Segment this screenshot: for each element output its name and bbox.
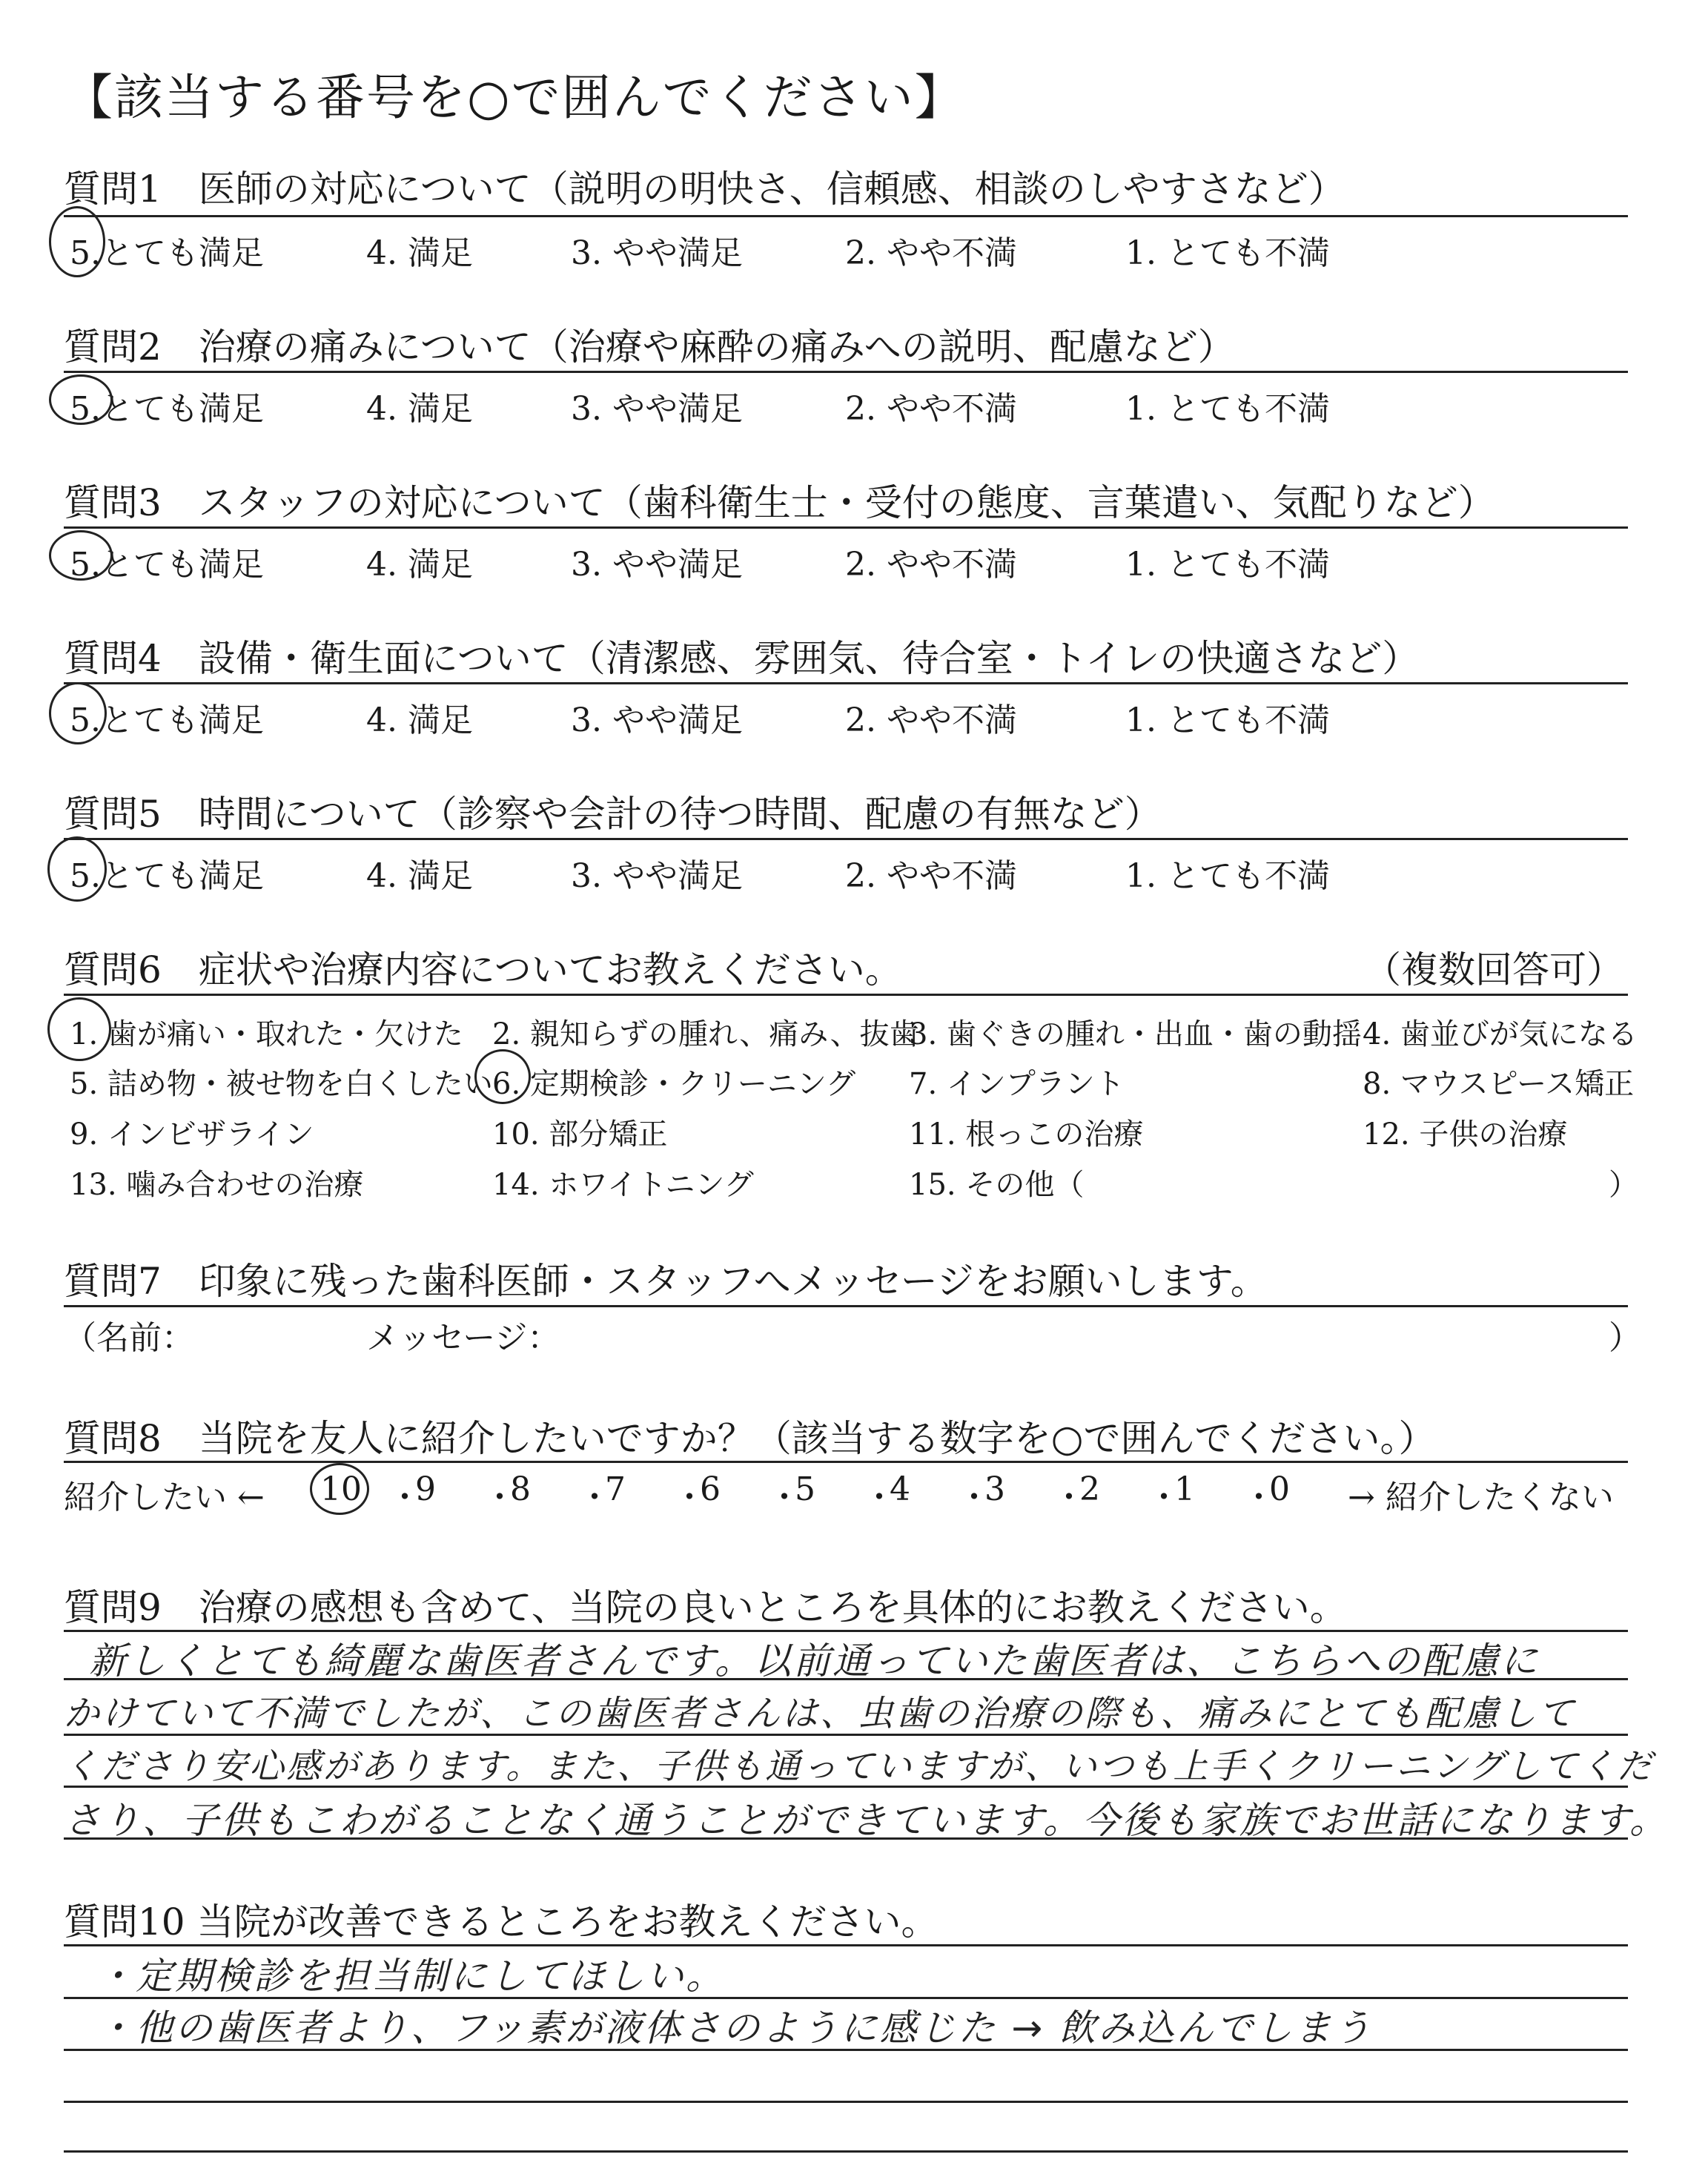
q2-option-4[interactable]: 4. 満足 <box>366 390 473 428</box>
recommend-score-7[interactable]: 7 <box>605 1470 626 1508</box>
scale-separator-dot: ・ <box>1053 1479 1085 1516</box>
answer-circle <box>474 1049 531 1104</box>
recommend-score-3[interactable]: 3 <box>984 1470 1005 1508</box>
q1-option-3[interactable]: 3. やや満足 <box>571 234 743 272</box>
scale-separator-dot: ・ <box>1242 1479 1275 1516</box>
recommend-score-6[interactable]: 6 <box>700 1470 721 1508</box>
answer-circle <box>47 997 111 1061</box>
q3-option-2[interactable]: 2. やや不満 <box>845 546 1017 584</box>
q1-option-2[interactable]: 2. やや不満 <box>845 234 1017 272</box>
question-4: 質問4 設備・衛生面について（清潔感、雰囲気、待合室・トイレの快適さなど） <box>64 637 1420 680</box>
answer-circle <box>49 374 113 425</box>
q3-option-4[interactable]: 4. 満足 <box>366 546 473 584</box>
message-label: メッセージ： <box>366 1319 560 1357</box>
q3-option-5[interactable]: 5.とても満足 <box>70 546 264 584</box>
symptom-item-9[interactable]: 9. インビザライン <box>70 1117 314 1152</box>
question-3: 質問3 スタッフの対応について（歯科衛生士・受付の態度、言葉遣い、気配りなど） <box>64 481 1495 524</box>
q5-option-4[interactable]: 4. 満足 <box>366 857 473 895</box>
recommend-score-9[interactable]: 9 <box>415 1470 436 1508</box>
question-2: 質問2 治療の痛みについて（治療や麻酔の痛みへの説明、配慮など） <box>64 326 1235 369</box>
q4-option-5[interactable]: 5.とても満足 <box>70 701 264 739</box>
answer-circle <box>47 836 107 902</box>
handwritten-line-1: ・定期検診を担当制にしてほしい。 <box>96 1955 725 1998</box>
question-9: 質問9 治療の感想も含めて、当院の良いところを具体的にお教えください。 <box>64 1586 1347 1629</box>
handwritten-line-2: かけていて不満でしたが、この歯医者さんは、虫歯の治療の際も、痛みにとても配慮して <box>64 1693 1577 1734</box>
symptom-item-4[interactable]: 4. 歯並びが気になる <box>1363 1017 1638 1051</box>
question-10: 質問10 当院が改善できるところをお教えください。 <box>64 1900 939 1943</box>
other-close-paren: ） <box>1609 1168 1638 1202</box>
recommend-score-2[interactable]: 2 <box>1079 1470 1100 1508</box>
q1-option-1[interactable]: 1. とても不満 <box>1125 234 1330 272</box>
scale-separator-dot: ・ <box>388 1479 421 1516</box>
scale-separator-dot: ・ <box>958 1479 990 1516</box>
q3-option-3[interactable]: 3. やや満足 <box>571 546 743 584</box>
symptom-item-2[interactable]: 2. 親知らずの腫れ、痛み、抜歯 <box>492 1017 919 1051</box>
q5-option-5[interactable]: 5.とても満足 <box>70 857 264 895</box>
q5-option-1[interactable]: 1. とても不満 <box>1125 857 1330 895</box>
scale-separator-dot: ・ <box>483 1479 516 1516</box>
divider <box>64 1305 1628 1307</box>
q1-option-4[interactable]: 4. 満足 <box>366 234 473 272</box>
recommend-left-label: 紹介したい ← <box>64 1479 265 1516</box>
divider <box>64 215 1628 217</box>
recommend-score-10[interactable]: 10 <box>320 1470 362 1508</box>
scale-separator-dot: ・ <box>578 1479 611 1516</box>
symptom-item-1[interactable]: 1. 歯が痛い・取れた・欠けた <box>70 1017 463 1051</box>
symptom-item-11[interactable]: 11. 根っこの治療 <box>909 1117 1144 1152</box>
q4-option-2[interactable]: 2. やや不満 <box>845 701 1017 739</box>
symptom-item-15[interactable]: 15. その他（ <box>909 1168 1085 1202</box>
recommend-score-8[interactable]: 8 <box>510 1470 531 1508</box>
question-6: 質問6 症状や治療内容についてお教えください。 <box>64 948 902 991</box>
page-title: 【該当する番号を○で囲んでください】 <box>64 69 965 126</box>
symptom-item-7[interactable]: 7. インプラント <box>909 1067 1125 1101</box>
handwritten-line-3: くださり安心感があります。また、子供も通っていますが、いつも上手くクリーニングしてくだ <box>64 1746 1655 1787</box>
recommend-score-5[interactable]: 5 <box>795 1470 815 1508</box>
symptom-item-6[interactable]: 6. 定期検診・クリーニング <box>492 1067 856 1101</box>
divider <box>64 526 1628 529</box>
scale-separator-dot: ・ <box>673 1479 706 1516</box>
name-label: （名前： <box>64 1319 194 1357</box>
symptom-item-14[interactable]: 14. ホワイトニング <box>492 1168 754 1202</box>
question-5: 質問5 時間について（診察や会計の待つ時間、配慮の有無など） <box>64 793 1162 836</box>
multiple-answer-note: （複数回答可） <box>1364 948 1623 991</box>
q1-option-5[interactable]: 5.とても満足 <box>70 234 264 272</box>
q4-option-3[interactable]: 3. やや満足 <box>571 701 743 739</box>
scale-separator-dot: ・ <box>1148 1479 1180 1516</box>
recommend-score-0[interactable]: 0 <box>1269 1470 1290 1508</box>
symptom-item-8[interactable]: 8. マウスピース矯正 <box>1363 1067 1635 1101</box>
message-close-paren: ） <box>1609 1319 1641 1357</box>
q2-option-3[interactable]: 3. やや満足 <box>571 390 743 428</box>
q2-option-1[interactable]: 1. とても不満 <box>1125 390 1330 428</box>
recommend-right-label: → 紹介したくない <box>1348 1479 1614 1516</box>
q3-option-1[interactable]: 1. とても不満 <box>1125 546 1330 584</box>
symptom-item-13[interactable]: 13. 噛み合わせの治療 <box>70 1168 364 1202</box>
divider <box>64 2101 1628 2103</box>
q4-option-1[interactable]: 1. とても不満 <box>1125 701 1330 739</box>
q5-option-3[interactable]: 3. やや満足 <box>571 857 743 895</box>
divider <box>64 838 1628 840</box>
handwritten-line-1: 新しくとても綺麗な歯医者さんです。以前通っていた歯医者は、こちらへの配慮に <box>89 1639 1540 1682</box>
divider <box>64 1461 1628 1463</box>
divider <box>64 682 1628 684</box>
answer-circle <box>49 682 107 744</box>
answer-circle <box>310 1463 369 1515</box>
symptom-item-12[interactable]: 12. 子供の治療 <box>1363 1117 1568 1152</box>
divider <box>64 2150 1628 2153</box>
question-8: 質問8 当院を友人に紹介したいですか？（該当する数字を○で囲んでください。） <box>64 1417 1436 1460</box>
q5-option-2[interactable]: 2. やや不満 <box>845 857 1017 895</box>
handwritten-line-4: さり、子供もこわがることなく通うことができています。今後も家族でお世話になります。 <box>64 1799 1669 1842</box>
q2-option-5[interactable]: 5.とても満足 <box>70 390 264 428</box>
symptom-item-5[interactable]: 5. 詰め物・被せ物を白くしたい <box>70 1067 493 1101</box>
recommend-score-1[interactable]: 1 <box>1174 1470 1195 1508</box>
recommend-score-4[interactable]: 4 <box>890 1470 910 1508</box>
divider <box>64 371 1628 373</box>
handwritten-line-2: ・他の歯医者より、フッ素が液体さのように感じた → 飲み込んでしまう <box>96 2007 1374 2050</box>
divider <box>64 994 1628 996</box>
answer-circle <box>49 530 113 581</box>
answer-circle <box>49 206 105 277</box>
symptom-item-3[interactable]: 3. 歯ぐきの腫れ・出血・歯の動揺 <box>909 1017 1362 1051</box>
symptom-item-10[interactable]: 10. 部分矯正 <box>492 1117 668 1152</box>
question-1: 質問1 医師の対応について（説明の明快さ、信頼感、相談のしやすさなど） <box>64 168 1345 211</box>
scale-separator-dot: ・ <box>768 1479 801 1516</box>
scale-separator-dot: ・ <box>863 1479 896 1516</box>
q4-option-4[interactable]: 4. 満足 <box>366 701 473 739</box>
q2-option-2[interactable]: 2. やや不満 <box>845 390 1017 428</box>
question-7: 質問7 印象に残った歯科医師・スタッフへメッセージをお願いします。 <box>64 1260 1268 1303</box>
